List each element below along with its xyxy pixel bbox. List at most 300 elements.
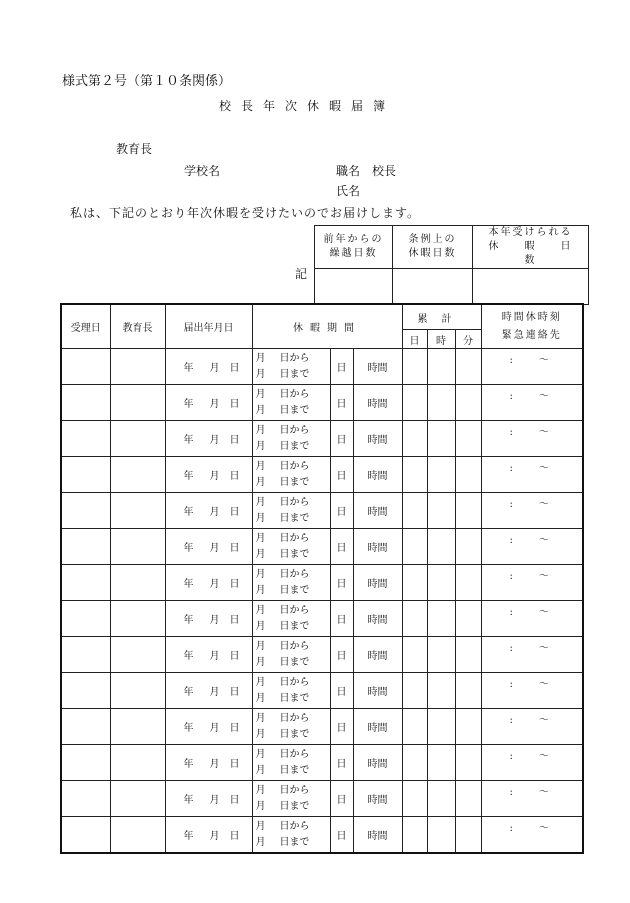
cumulative-days-cell[interactable] — [402, 349, 427, 385]
time-tilde: ～ — [538, 427, 549, 438]
year-label: 年 — [183, 831, 194, 842]
leave-range-cell[interactable] — [252, 529, 330, 565]
cumulative-minutes-cell[interactable] — [455, 529, 481, 565]
statutory-header-line1: 条例上の — [408, 234, 457, 245]
superintendent-seal-cell[interactable] — [110, 709, 165, 745]
submission-date-header: 届出年月日 — [165, 304, 252, 349]
ledger-row — [61, 565, 583, 601]
day-label: 日 — [229, 579, 240, 590]
submission-date-cell[interactable] — [165, 457, 252, 493]
month-label: 月 — [209, 399, 220, 410]
received-date-cell[interactable] — [61, 385, 110, 421]
to-day-label: 日まで — [279, 440, 310, 452]
ledger-row — [61, 529, 583, 565]
cumulative-hours-cell[interactable] — [427, 457, 455, 493]
leave-ledger-table — [60, 303, 584, 854]
leave-hours-cell[interactable] — [353, 457, 402, 493]
from-day-label: 日から — [279, 388, 310, 400]
leave-days-cell[interactable] — [330, 493, 353, 529]
from-day-label: 日から — [279, 820, 310, 832]
time-tilde: ～ — [538, 535, 549, 546]
year-label: 年 — [183, 579, 194, 590]
cumulative-hours-cell[interactable] — [427, 385, 455, 421]
leave-range-cell[interactable] — [252, 673, 330, 709]
to-month-label: 月 — [255, 656, 266, 668]
received-date-cell[interactable] — [61, 673, 110, 709]
leave-hours-cell[interactable] — [353, 817, 402, 854]
leave-days-cell[interactable] — [330, 601, 353, 637]
submission-date-cell[interactable] — [165, 817, 252, 854]
carryover-days-field[interactable] — [315, 269, 393, 305]
available-days-field[interactable] — [473, 269, 589, 305]
year-label: 年 — [183, 543, 194, 554]
time-colon: : — [509, 751, 513, 762]
time-tilde: ～ — [538, 607, 549, 618]
cumulative-days-cell[interactable] — [402, 457, 427, 493]
form-number: 様式第２号（第１０条関係） — [62, 74, 232, 89]
hourly-leave-time-cell[interactable] — [481, 817, 583, 854]
from-day-label: 日から — [279, 676, 310, 688]
leave-hours-cell[interactable] — [353, 565, 402, 601]
hourly-leave-time-cell[interactable] — [481, 421, 583, 457]
day-label: 日 — [229, 651, 240, 662]
from-month-label: 月 — [255, 496, 266, 508]
submission-date-cell[interactable] — [165, 421, 252, 457]
hourly-leave-time-cell[interactable] — [481, 349, 583, 385]
from-day-label: 日から — [279, 532, 310, 544]
to-day-label: 日まで — [279, 692, 310, 704]
month-label: 月 — [209, 507, 220, 518]
leave-hours-cell[interactable] — [353, 493, 402, 529]
day-label: 日 — [229, 687, 240, 698]
received-date-cell[interactable] — [61, 709, 110, 745]
cumulative-minutes-cell[interactable] — [455, 457, 481, 493]
hourly-leave-time-cell[interactable] — [481, 601, 583, 637]
received-date-cell[interactable] — [61, 457, 110, 493]
leave-days-cell[interactable] — [330, 565, 353, 601]
ledger-row — [61, 349, 583, 385]
superintendent-seal-cell[interactable] — [110, 421, 165, 457]
to-day-label: 日まで — [279, 764, 310, 776]
received-date-cell[interactable] — [61, 637, 110, 673]
hourly-leave-time-cell[interactable] — [481, 709, 583, 745]
time-tilde: ～ — [538, 751, 549, 762]
submission-date-cell[interactable] — [165, 673, 252, 709]
cumulative-hours-cell[interactable] — [427, 709, 455, 745]
time-tilde: ～ — [538, 679, 549, 690]
cumulative-hours-cell[interactable] — [427, 565, 455, 601]
leave-hours-cell[interactable] — [353, 745, 402, 781]
days-unit-label: 日 — [336, 507, 347, 518]
leave-range-cell[interactable] — [252, 601, 330, 637]
statutory-days-field[interactable] — [393, 269, 473, 305]
cumulative-minutes-cell[interactable] — [455, 601, 481, 637]
leave-hours-cell[interactable] — [353, 781, 402, 817]
cumulative-minutes-cell[interactable] — [455, 637, 481, 673]
leave-range-cell[interactable] — [252, 349, 330, 385]
superintendent-seal-cell[interactable] — [110, 817, 165, 854]
time-colon: : — [509, 607, 513, 618]
superintendent-seal-cell[interactable] — [110, 493, 165, 529]
leave-hours-cell[interactable] — [353, 385, 402, 421]
superintendent-seal-cell[interactable] — [110, 637, 165, 673]
to-day-label: 日まで — [279, 548, 310, 560]
cumulative-minutes-cell[interactable] — [455, 421, 481, 457]
from-month-label: 月 — [255, 604, 266, 616]
carryover-days-header — [315, 226, 393, 269]
hours-unit-label: 時間 — [367, 831, 388, 842]
year-label: 年 — [183, 363, 194, 374]
received-date-cell[interactable] — [61, 493, 110, 529]
to-month-label: 月 — [255, 548, 266, 560]
leave-hours-cell[interactable] — [353, 709, 402, 745]
cumulative-days-cell[interactable] — [402, 529, 427, 565]
month-label: 月 — [209, 795, 220, 806]
time-tilde: ～ — [538, 715, 549, 726]
time-tilde: ～ — [538, 643, 549, 654]
cumulative-days-cell[interactable] — [402, 673, 427, 709]
from-day-label: 日から — [279, 604, 310, 616]
month-label: 月 — [209, 831, 220, 842]
leave-days-cell[interactable] — [330, 673, 353, 709]
superintendent-seal-cell[interactable] — [110, 781, 165, 817]
position-label: 職名 校長 — [336, 164, 397, 178]
from-month-label: 月 — [255, 640, 266, 652]
received-date-cell[interactable] — [61, 349, 110, 385]
day-label: 日 — [229, 723, 240, 734]
cumulative-days-cell[interactable] — [402, 493, 427, 529]
from-month-label: 月 — [255, 748, 266, 760]
received-date-cell[interactable] — [61, 529, 110, 565]
time-colon: : — [509, 679, 513, 690]
leave-days-cell[interactable] — [330, 745, 353, 781]
leave-hours-cell[interactable] — [353, 421, 402, 457]
hours-unit-label: 時間 — [367, 615, 388, 626]
cumulative-days-cell[interactable] — [402, 601, 427, 637]
submission-date-cell[interactable] — [165, 565, 252, 601]
carryover-header-line1: 前年からの — [323, 234, 384, 245]
days-unit-label: 日 — [336, 759, 347, 770]
leave-summary-table — [314, 225, 597, 305]
cumulative-hours-cell[interactable] — [427, 817, 455, 854]
leave-range-cell[interactable] — [252, 709, 330, 745]
cumulative-days-cell[interactable] — [402, 745, 427, 781]
leave-hours-cell[interactable] — [353, 601, 402, 637]
submission-date-cell[interactable] — [165, 781, 252, 817]
month-label: 月 — [209, 651, 220, 662]
superintendent-seal-cell[interactable] — [110, 601, 165, 637]
from-month-label: 月 — [255, 424, 266, 436]
time-colon: : — [509, 355, 513, 366]
cumulative-hours-cell[interactable] — [427, 493, 455, 529]
to-month-label: 月 — [255, 404, 266, 416]
to-day-label: 日まで — [279, 404, 310, 416]
hourly-leave-time-cell[interactable] — [481, 637, 583, 673]
days-unit-label: 日 — [336, 651, 347, 662]
time-colon: : — [509, 715, 513, 726]
leave-range-cell[interactable] — [252, 493, 330, 529]
time-colon: : — [509, 787, 513, 798]
cumulative-days-cell[interactable] — [402, 817, 427, 854]
hourly-leave-time-cell[interactable] — [481, 781, 583, 817]
received-date-cell[interactable] — [61, 781, 110, 817]
cumulative-minutes-cell[interactable] — [455, 781, 481, 817]
cumulative-days-cell[interactable] — [402, 709, 427, 745]
superintendent-seal-cell[interactable] — [110, 745, 165, 781]
from-day-label: 日から — [279, 424, 310, 436]
superintendent-seal-cell[interactable] — [110, 565, 165, 601]
leave-range-cell[interactable] — [252, 565, 330, 601]
year-label: 年 — [183, 507, 194, 518]
leave-days-cell[interactable] — [330, 709, 353, 745]
month-label: 月 — [209, 579, 220, 590]
to-month-label: 月 — [255, 620, 266, 632]
cumulative-hours-cell[interactable] — [427, 781, 455, 817]
cumulative-minutes-cell[interactable] — [455, 385, 481, 421]
cumulative-hours-cell[interactable] — [427, 349, 455, 385]
cumulative-days-cell[interactable] — [402, 421, 427, 457]
time-tilde: ～ — [538, 499, 549, 510]
to-month-label: 月 — [255, 440, 266, 452]
leave-days-cell[interactable] — [330, 637, 353, 673]
time-colon: : — [509, 535, 513, 546]
leave-days-cell[interactable] — [330, 781, 353, 817]
to-day-label: 日まで — [279, 800, 310, 812]
cumulative-minutes-cell[interactable] — [455, 565, 481, 601]
leave-hours-cell[interactable] — [353, 637, 402, 673]
time-colon: : — [509, 823, 513, 834]
submission-date-cell[interactable] — [165, 493, 252, 529]
request-statement: 私は、下記のとおり年次休暇を受けたいのでお届けします。 — [70, 206, 421, 220]
submission-date-cell[interactable] — [165, 385, 252, 421]
hourly-leave-time-cell[interactable] — [481, 529, 583, 565]
cumulative-minutes-cell[interactable] — [455, 745, 481, 781]
superintendent-seal-cell[interactable] — [110, 529, 165, 565]
received-date-cell[interactable] — [61, 601, 110, 637]
day-label: 日 — [229, 615, 240, 626]
hours-unit-label: 時間 — [367, 399, 388, 410]
superintendent-seal-cell[interactable] — [110, 673, 165, 709]
from-day-label: 日から — [279, 460, 310, 472]
cumulative-minutes-cell[interactable] — [455, 709, 481, 745]
days-unit-label: 日 — [336, 435, 347, 446]
submission-date-cell[interactable] — [165, 709, 252, 745]
cumulative-hours-cell[interactable] — [427, 673, 455, 709]
cumulative-minutes-cell[interactable] — [455, 493, 481, 529]
hourly-leave-time-cell[interactable] — [481, 385, 583, 421]
leave-hours-cell[interactable] — [353, 349, 402, 385]
month-label: 月 — [209, 759, 220, 770]
from-month-label: 月 — [255, 388, 266, 400]
from-day-label: 日から — [279, 496, 310, 508]
to-month-label: 月 — [255, 368, 266, 380]
leave-range-cell[interactable] — [252, 781, 330, 817]
hourly-leave-time-cell[interactable] — [481, 745, 583, 781]
submission-date-cell[interactable] — [165, 637, 252, 673]
leave-range-cell[interactable] — [252, 637, 330, 673]
cumulative-minutes-cell[interactable] — [455, 817, 481, 854]
received-date-cell[interactable] — [61, 565, 110, 601]
available-header-line1: 本年受けられる — [488, 227, 573, 238]
to-day-label: 日まで — [279, 476, 310, 488]
ki-mark: 記 — [295, 267, 308, 281]
month-label: 月 — [209, 615, 220, 626]
submission-date-cell[interactable] — [165, 349, 252, 385]
day-label: 日 — [229, 363, 240, 374]
days-unit-label: 日 — [336, 687, 347, 698]
ledger-row — [61, 385, 583, 421]
received-date-cell[interactable] — [61, 817, 110, 854]
leave-range-cell[interactable] — [252, 457, 330, 493]
leave-hours-cell[interactable] — [353, 529, 402, 565]
days-unit-label: 日 — [336, 615, 347, 626]
month-label: 月 — [209, 435, 220, 446]
days-unit-label: 日 — [336, 471, 347, 482]
submission-date-cell[interactable] — [165, 745, 252, 781]
superintendent-seal-cell[interactable] — [110, 385, 165, 421]
submission-date-cell[interactable] — [165, 529, 252, 565]
leave-days-cell[interactable] — [330, 421, 353, 457]
time-colon: : — [509, 571, 513, 582]
from-day-label: 日から — [279, 748, 310, 760]
time-colon: : — [509, 391, 513, 402]
cumulative-hours-cell[interactable] — [427, 745, 455, 781]
hours-unit-label: 時間 — [367, 723, 388, 734]
from-day-label: 日から — [279, 712, 310, 724]
to-day-label: 日まで — [279, 512, 310, 524]
from-month-label: 月 — [255, 568, 266, 580]
cumulative-minutes-cell[interactable] — [455, 349, 481, 385]
to-month-label: 月 — [255, 584, 266, 596]
superintendent-header: 教育長 — [110, 304, 165, 349]
to-day-label: 日まで — [279, 656, 310, 668]
year-label: 年 — [183, 615, 194, 626]
hours-unit-label: 時間 — [367, 759, 388, 770]
leave-days-cell[interactable] — [330, 529, 353, 565]
month-label: 月 — [209, 723, 220, 734]
hourly-leave-time-label: 時間休時刻 — [501, 311, 562, 323]
received-date-cell[interactable] — [61, 421, 110, 457]
leave-days-cell[interactable] — [330, 349, 353, 385]
hourly-leave-time-cell[interactable] — [481, 457, 583, 493]
ledger-row — [61, 457, 583, 493]
cumulative-hours-cell[interactable] — [427, 637, 455, 673]
time-tilde: ～ — [538, 823, 549, 834]
cumulative-hours-cell[interactable] — [427, 529, 455, 565]
time-tilde: ～ — [538, 355, 549, 366]
hourly-leave-time-cell[interactable] — [481, 565, 583, 601]
total-days-header: 日 — [402, 330, 427, 349]
superintendent-seal-cell[interactable] — [110, 457, 165, 493]
from-month-label: 月 — [255, 676, 266, 688]
year-label: 年 — [183, 399, 194, 410]
day-label: 日 — [229, 507, 240, 518]
month-label: 月 — [209, 363, 220, 374]
cumulative-total-header: 累計 — [402, 304, 481, 330]
to-month-label: 月 — [255, 764, 266, 776]
leave-days-cell[interactable] — [330, 457, 353, 493]
year-label: 年 — [183, 687, 194, 698]
days-unit-label: 日 — [336, 543, 347, 554]
days-unit-label: 日 — [336, 363, 347, 374]
leave-days-cell[interactable] — [330, 817, 353, 854]
to-month-label: 月 — [255, 836, 266, 848]
to-month-label: 月 — [255, 476, 266, 488]
name-label: 氏名 — [336, 184, 361, 198]
ledger-row — [61, 817, 583, 854]
hourly-leave-time-cell[interactable] — [481, 493, 583, 529]
from-month-label: 月 — [255, 352, 266, 364]
cumulative-minutes-cell[interactable] — [455, 673, 481, 709]
ledger-row — [61, 673, 583, 709]
hours-unit-label: 時間 — [367, 471, 388, 482]
from-month-label: 月 — [255, 712, 266, 724]
ledger-row — [61, 781, 583, 817]
cumulative-days-cell[interactable] — [402, 637, 427, 673]
leave-days-cell[interactable] — [330, 385, 353, 421]
from-month-label: 月 — [255, 820, 266, 832]
leave-period-header: 休暇期間 — [252, 304, 402, 349]
ledger-row — [61, 493, 583, 529]
hours-unit-label: 時間 — [367, 579, 388, 590]
available-header-line2: 休 暇 日 数 — [488, 241, 597, 266]
to-day-label: 日まで — [279, 584, 310, 596]
statutory-days-header — [393, 226, 473, 269]
year-label: 年 — [183, 795, 194, 806]
total-hours-header: 時 — [427, 330, 455, 349]
leave-range-cell[interactable] — [252, 817, 330, 854]
time-colon: : — [509, 463, 513, 474]
ledger-row — [61, 637, 583, 673]
hourly-leave-time-cell[interactable] — [481, 673, 583, 709]
carryover-header-line2: 繰越日数 — [329, 248, 378, 259]
received-date-cell[interactable] — [61, 745, 110, 781]
year-label: 年 — [183, 651, 194, 662]
superintendent-seal-cell[interactable] — [110, 349, 165, 385]
submission-date-cell[interactable] — [165, 601, 252, 637]
cumulative-days-cell[interactable] — [402, 781, 427, 817]
leave-range-cell[interactable] — [252, 745, 330, 781]
leave-range-cell[interactable] — [252, 385, 330, 421]
cumulative-days-cell[interactable] — [402, 385, 427, 421]
to-day-label: 日まで — [279, 620, 310, 632]
hours-unit-label: 時間 — [367, 363, 388, 374]
to-month-label: 月 — [255, 728, 266, 740]
from-day-label: 日から — [279, 640, 310, 652]
leave-hours-cell[interactable] — [353, 673, 402, 709]
day-label: 日 — [229, 399, 240, 410]
cumulative-days-cell[interactable] — [402, 565, 427, 601]
cumulative-hours-cell[interactable] — [427, 421, 455, 457]
days-unit-label: 日 — [336, 795, 347, 806]
day-label: 日 — [229, 543, 240, 554]
hours-unit-label: 時間 — [367, 795, 388, 806]
cumulative-hours-cell[interactable] — [427, 601, 455, 637]
day-label: 日 — [229, 471, 240, 482]
time-tilde: ～ — [538, 463, 549, 474]
day-label: 日 — [229, 831, 240, 842]
leave-range-cell[interactable] — [252, 421, 330, 457]
year-label: 年 — [183, 435, 194, 446]
total-minutes-header: 分 — [455, 330, 481, 349]
available-days-header — [473, 226, 597, 269]
ledger-row — [61, 421, 583, 457]
month-label: 月 — [209, 543, 220, 554]
year-label: 年 — [183, 723, 194, 734]
to-day-label: 日まで — [279, 368, 310, 380]
time-colon: : — [509, 427, 513, 438]
to-day-label: 日まで — [279, 836, 310, 848]
